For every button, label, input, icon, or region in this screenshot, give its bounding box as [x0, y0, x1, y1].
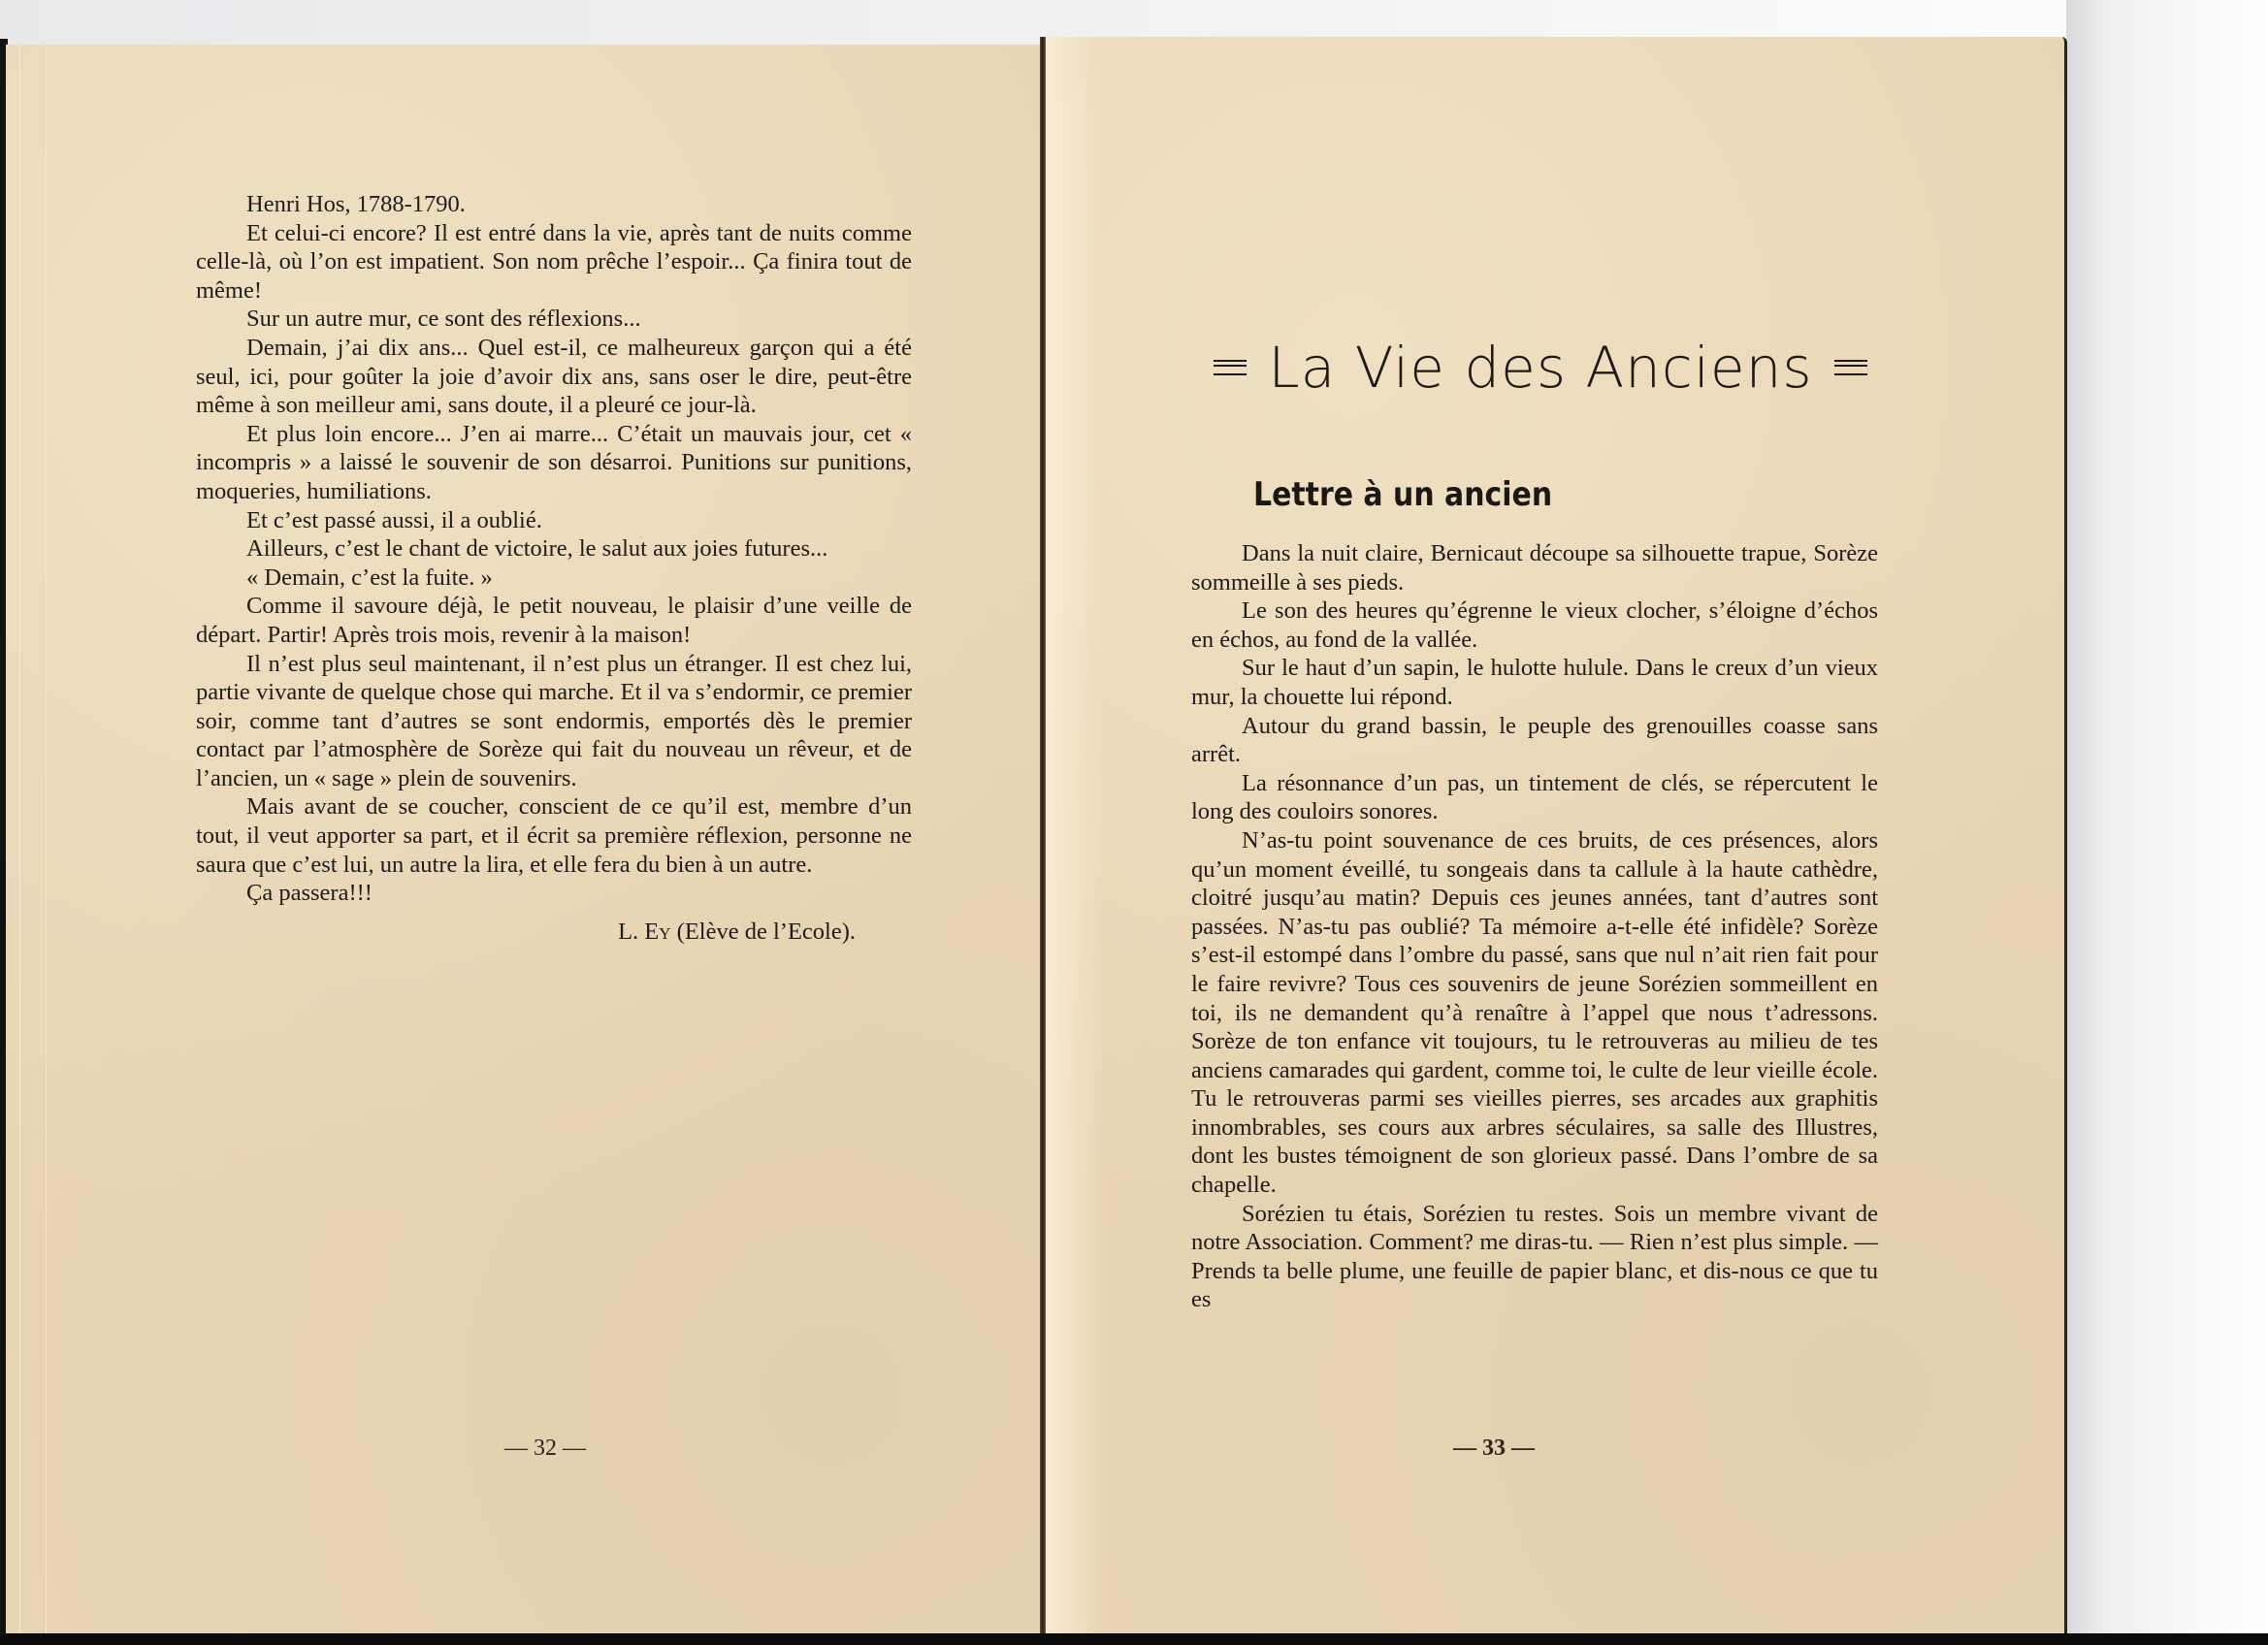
paragraph: Sur le haut d’un sapin, le hulotte hulule. Dans le creux d’un vieux mur, la chouette lui répond.	[1191, 655, 1878, 710]
paragraph: Mais avant de se coucher, conscient de ce qu’il est, membre d’un tout, il veut apporter sa part, et il écrit sa première réflexion, personne ne saura que c’est lui, un autre la lira, et elle fera du bien à un autre.	[196, 793, 912, 878]
paragraph: Henri Hos, 1788-1790.	[246, 191, 466, 217]
scanner-bottom-edge	[0, 1633, 2268, 1645]
page-number-right: — 33 —	[1453, 1435, 1535, 1461]
page-number-left: — 32 —	[504, 1435, 586, 1461]
paragraph: N’as-tu point souvenance de ces bruits, de ces présences, alors qu’un moment éveillé, tu songeais dans ta callule à la haute cathèdre, cloitré jusqu’au matin? Depuis ces jeunes années, tant d’autres sont passées. N’as-tu pas oublié? Ta mémoire a-t-elle été infidèle? Sorèze s’est-il estompé dans l’ombre du passé, sans que nul n’ait rien fait pour le faire revivre? Tous ces souvenirs de jeune Sorézien sommeillent en toi, ils ne demandent qu’à renaître à l’appel que nous t’adressons. Sorèze de ton enfance vit toujours, tu le retrouveras au milieu de tes anciens camarades qui gardent, comme toi, le culte de leur vieille école. Tu le retrouveras parmi ses vieilles pierres, ses arcades aux graphitis innombrables, ses cours aux arbres séculaires, sa salle des Illustres, dont les bustes témoignent de son glorieux passé. Dans l’ombre de sa chapelle.	[1191, 826, 1878, 1199]
section-title	[1191, 335, 1890, 401]
paragraph: « Demain, c’est la fuite. »	[246, 564, 493, 591]
author-note: (Elève de l’Ecole).	[670, 918, 856, 945]
paragraph: Comme il savoure déjà, le petit nouveau, le plaisir d’une veille de départ. Partir! Après trois mois, revenir à la maison!	[196, 593, 912, 648]
paragraph: Et c’est passé aussi, il a oublié.	[246, 506, 542, 533]
paragraph: Il n’est plus seul maintenant, il n’est plus un étranger. Il est chez lui, partie vivante de quelque chose qui marche. Et il va s’endormir, ce premier soir, comme tant d’autres se sont endormis, emportés dès le premier contact par l’atmosphère de Sorèze qui fait du nouveau un rêveur, et de l’ancien, un « sage » plein de souvenirs.	[196, 650, 912, 791]
paragraph: Ça passera!!!	[246, 880, 373, 907]
paragraph: Sur un autre mur, ce sont des réflexions...	[246, 306, 641, 333]
author-signature	[196, 918, 912, 947]
paragraph: Autour du grand bassin, le peuple des grenouilles coasse sans arrêt.	[1191, 712, 1878, 768]
scanner-background	[2066, 0, 2268, 1633]
paragraph: Le son des heures qu’égrenne le vieux clocher, s’éloigne d’échos en échos, au fond de la vallée.	[1191, 597, 1878, 653]
article-title: Lettre à un ancien	[1253, 475, 1553, 514]
left-page-body	[196, 190, 912, 946]
section-title-text: La Vie des Anciens	[1268, 335, 1813, 401]
paragraph: Ailleurs, c’est le chant de victoire, le salut aux joies futures...	[246, 535, 828, 563]
title-ornament-right-icon	[1834, 360, 1867, 375]
paragraph: Et celui-ci encore? Il est entré dans la vie, après tant de nuits comme celle-là, où l’on est impatient. Son nom prêche l’espoir... Ça finira tout de même!	[196, 219, 912, 304]
paragraph: Dans la nuit claire, Bernicaut découpe sa silhouette trapue, Sorèze sommeille à ses pieds.	[1191, 540, 1878, 596]
author-name: L. Ey	[618, 918, 671, 945]
paragraph: La résonnance d’un pas, un tintement de clés, se répercutent le long des couloirs sonores.	[1191, 769, 1878, 825]
paragraph: Demain, j’ai dix ans... Quel est-il, ce malheureux garçon qui a été seul, ici, pour goûter la joie d’avoir dix ans, sans oser le dire, peut-être même à son meilleur ami, sans doute, il a pleuré ce jour-là.	[196, 334, 912, 419]
paragraph: Sorézien tu étais, Sorézien tu restes. Sois un membre vivant de notre Association. Comment? me diras-tu. — Rien n’est plus simple. — Prends ta belle plume, une feuille de papier blanc, et dis-nous ce que tu es	[1191, 1200, 1878, 1313]
title-ornament-left-icon	[1214, 360, 1247, 375]
right-page-body	[1191, 539, 1878, 1314]
paragraph: Et plus loin encore... J’en ai marre... C’était un mauvais jour, cet « incompris » a laissé le souvenir de son désarroi. Punitions sur punitions, moqueries, humiliations.	[196, 420, 912, 504]
